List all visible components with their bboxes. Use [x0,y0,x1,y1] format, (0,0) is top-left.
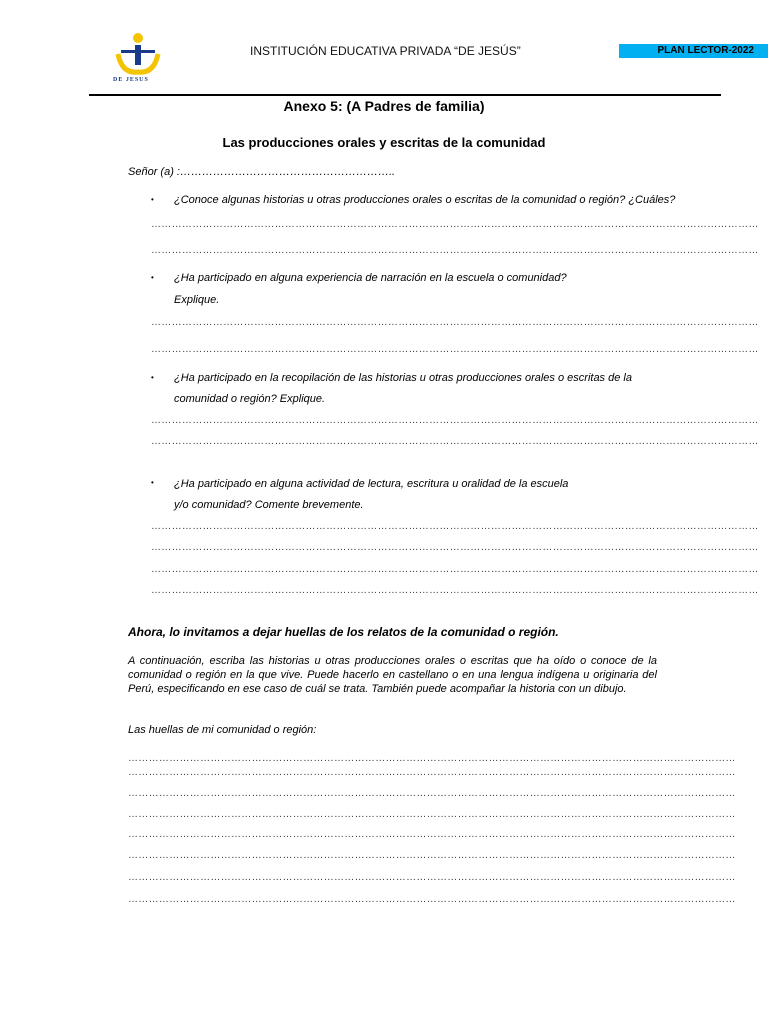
question-3: ¿Ha participado en la recopilación de las historias u otras producciones orales o escritas de la [174,372,632,384]
question-3-line2: comunidad o región? Explique. [174,393,326,405]
huellas-label: Las huellas de mi comunidad o región: [128,724,317,736]
question-4: ¿Ha participado en alguna actividad de lectura, escritura u oralidad de la escuela [174,478,569,490]
answer-line[interactable]: …………………………………………………………………………………………………………………………………………………………… [151,542,759,553]
question-1: ¿Conoce algunas historias u otras producciones orales o escritas de la comunidad o región? ¿Cuáles? [174,194,676,206]
bullet-icon: • [151,273,154,282]
answer-line[interactable]: …………………………………………………………………………………………………………………………………………………………… [128,809,736,820]
bullet-icon: • [151,478,154,487]
answer-line[interactable]: …………………………………………………………………………………………………………………………………………………………… [128,872,736,883]
header-divider [89,94,721,96]
senor-field[interactable]: Señor (a) :………………………………………………….. [128,166,396,178]
instructions-paragraph: A continuación, escriba las historias u otras producciones orales o escritas que ha oído o conoce de la comunidad o región en la que vive. Puede hacerlo en castellano o en una lengua indígena u originaria del Perú, especificando en ese caso de cuál se trata. También puede acompañar la historia con un dibujo. [128,655,657,695]
bullet-icon: • [151,195,154,204]
answer-line[interactable]: …………………………………………………………………………………………………………………………………………………………… [151,564,759,575]
logo-text: DE JESUS [113,77,149,83]
question-4-line2: y/o comunidad? Comente brevemente. [174,499,364,511]
answer-line[interactable]: …………………………………………………………………………………………………………………………………………………………… [151,317,759,328]
question-2: ¿Ha participado en alguna experiencia de narración en la escuela o comunidad? [174,272,567,284]
answer-line[interactable]: …………………………………………………………………………………………………………………………………………………………… [151,219,759,230]
answer-line[interactable]: …………………………………………………………………………………………………………………………………………………………… [128,829,736,840]
answer-line[interactable]: …………………………………………………………………………………………………………………………………………………………… [128,894,736,905]
question-2-line2: Explique. [174,294,220,306]
answer-line[interactable]: …………………………………………………………………………………………………………………………………………………………… [151,521,759,532]
answer-line[interactable]: …………………………………………………………………………………………………………………………………………………………… [128,753,736,764]
page-subtitle: Las producciones orales y escritas de la comunidad [222,135,546,150]
answer-line[interactable]: …………………………………………………………………………………………………………………………………………………………… [151,585,759,596]
answer-line[interactable]: …………………………………………………………………………………………………………………………………………………………… [128,767,736,778]
bullet-icon: • [151,373,154,382]
page-title: Anexo 5: (A Padres de familia) [283,98,485,114]
answer-line[interactable]: …………………………………………………………………………………………………………………………………………………………… [128,788,736,799]
answer-line[interactable]: …………………………………………………………………………………………………………………………………………………………… [128,850,736,861]
answer-line[interactable]: …………………………………………………………………………………………………………………………………………………………… [151,415,759,426]
plan-lector-badge: PLAN LECTOR-2022 [619,44,768,58]
institution-name: INSTITUCIÓN EDUCATIVA PRIVADA “DE JESÚS” [250,44,521,58]
invite-heading: Ahora, lo invitamos a dejar huellas de los relatos de la comunidad o región. [128,625,559,639]
answer-line[interactable]: …………………………………………………………………………………………………………………………………………………………… [151,436,759,447]
answer-line[interactable]: …………………………………………………………………………………………………………………………………………………………… [151,245,759,256]
answer-line[interactable]: …………………………………………………………………………………………………………………………………………………………… [151,344,759,355]
